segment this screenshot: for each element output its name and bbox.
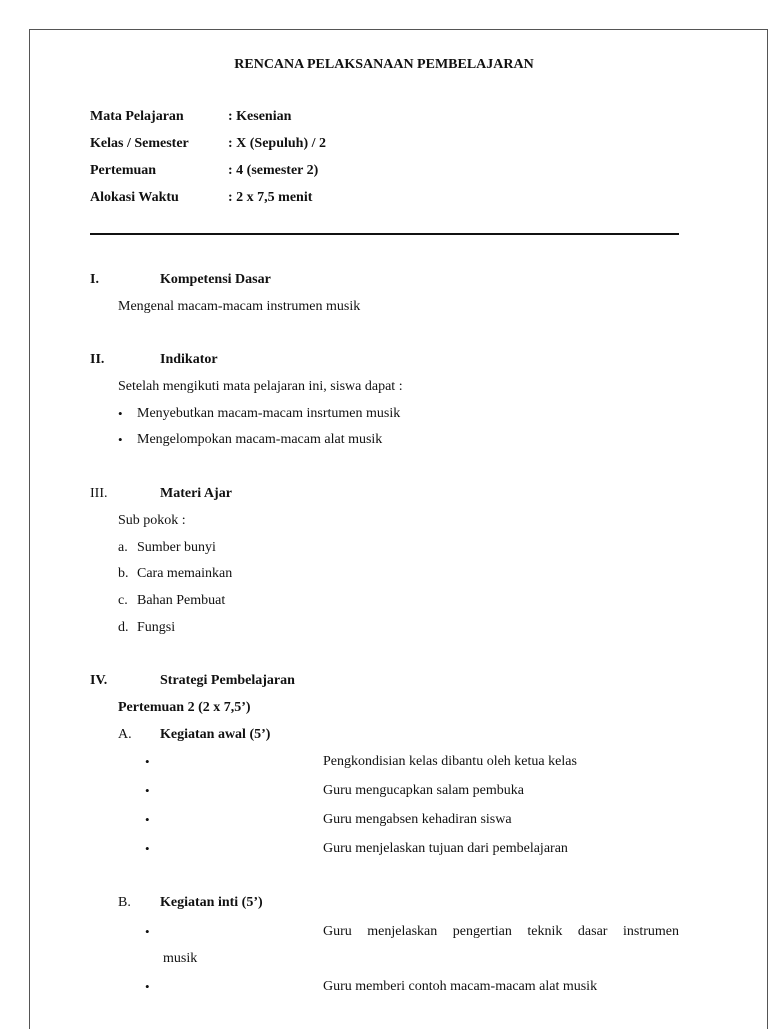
section-4-meeting: Pertemuan 2 (2 x 7,5’) bbox=[118, 700, 251, 715]
section-3-item: Bahan Pembuat bbox=[137, 593, 226, 608]
word: Guru bbox=[323, 924, 352, 939]
header-divider bbox=[90, 233, 679, 235]
section-4-number: IV. bbox=[90, 673, 108, 688]
info-label-subject: Mata Pelajaran bbox=[90, 109, 184, 124]
bullet-icon: • bbox=[118, 432, 123, 447]
list-marker: b. bbox=[118, 566, 129, 581]
bullet-icon: • bbox=[145, 812, 150, 827]
part-a-bullet-2: Guru mengucapkan salam pembuka bbox=[323, 783, 524, 798]
section-1-number: I. bbox=[90, 272, 99, 287]
part-b-bullet-1 bbox=[323, 924, 679, 940]
section-2-intro: Setelah mengikuti mata pelajaran ini, siswa dapat : bbox=[118, 379, 403, 394]
list-marker: a. bbox=[118, 540, 128, 555]
list-marker: d. bbox=[118, 620, 129, 635]
word: teknik bbox=[527, 924, 563, 939]
section-2-heading: Indikator bbox=[160, 352, 218, 367]
part-a-bullet-3: Guru mengabsen kehadiran siswa bbox=[323, 812, 512, 827]
part-b-bullet-1-continued: musik bbox=[163, 951, 198, 966]
section-3-item: Fungsi bbox=[137, 620, 176, 635]
section-3-heading: Materi Ajar bbox=[160, 486, 232, 501]
part-b-heading: Kegiatan inti (5’) bbox=[160, 895, 263, 910]
section-1-heading: Kompetensi Dasar bbox=[160, 272, 271, 287]
section-3-number: III. bbox=[90, 486, 108, 501]
section-2-number: II. bbox=[90, 352, 105, 367]
info-label-class: Kelas / Semester bbox=[90, 136, 189, 151]
bullet-icon: • bbox=[118, 406, 123, 421]
info-value-class: : X (Sepuluh) / 2 bbox=[228, 136, 327, 151]
section-3-item: Sumber bunyi bbox=[137, 540, 216, 555]
bullet-icon: • bbox=[145, 783, 150, 798]
part-a-marker: A. bbox=[118, 727, 132, 742]
word: instrumen bbox=[622, 924, 679, 939]
list-marker: c. bbox=[118, 593, 128, 608]
document-title: RENCANA PELAKSANAAN PEMBELAJARAN bbox=[234, 57, 534, 72]
section-4-heading: Strategi Pembelajaran bbox=[160, 673, 295, 688]
part-b-marker: B. bbox=[118, 895, 131, 910]
part-a-heading: Kegiatan awal (5’) bbox=[160, 727, 271, 742]
bullet-icon: • bbox=[145, 979, 150, 994]
bullet-icon: • bbox=[145, 924, 150, 939]
section-2-bullet-1: Menyebutkan macam-macam insrtumen musik bbox=[137, 406, 401, 421]
info-label-time: Alokasi Waktu bbox=[90, 190, 179, 205]
section-1-body: Mengenal macam-macam instrumen musik bbox=[118, 299, 361, 314]
part-a-bullet-4: Guru menjelaskan tujuan dari pembelajaran bbox=[323, 841, 568, 856]
info-value-subject: : Kesenian bbox=[228, 109, 292, 124]
part-a-bullet-1: Pengkondisian kelas dibantu oleh ketua kelas bbox=[323, 754, 577, 769]
section-3-item: Cara memainkan bbox=[137, 566, 233, 581]
info-label-meeting: Pertemuan bbox=[90, 163, 157, 178]
info-value-time: : 2 x 7,5 menit bbox=[228, 190, 313, 205]
section-2-bullet-2: Mengelompokan macam-macam alat musik bbox=[137, 432, 383, 447]
section-3-intro: Sub pokok : bbox=[118, 513, 186, 528]
part-b-bullet-2: Guru memberi contoh macam-macam alat musik bbox=[323, 979, 598, 994]
page-frame bbox=[29, 29, 768, 1029]
info-value-meeting: : 4 (semester 2) bbox=[228, 163, 319, 178]
bullet-icon: • bbox=[145, 841, 150, 856]
word: dasar bbox=[577, 924, 608, 939]
word: pengertian bbox=[452, 924, 512, 939]
bullet-icon: • bbox=[145, 754, 150, 769]
word: menjelaskan bbox=[367, 924, 438, 939]
